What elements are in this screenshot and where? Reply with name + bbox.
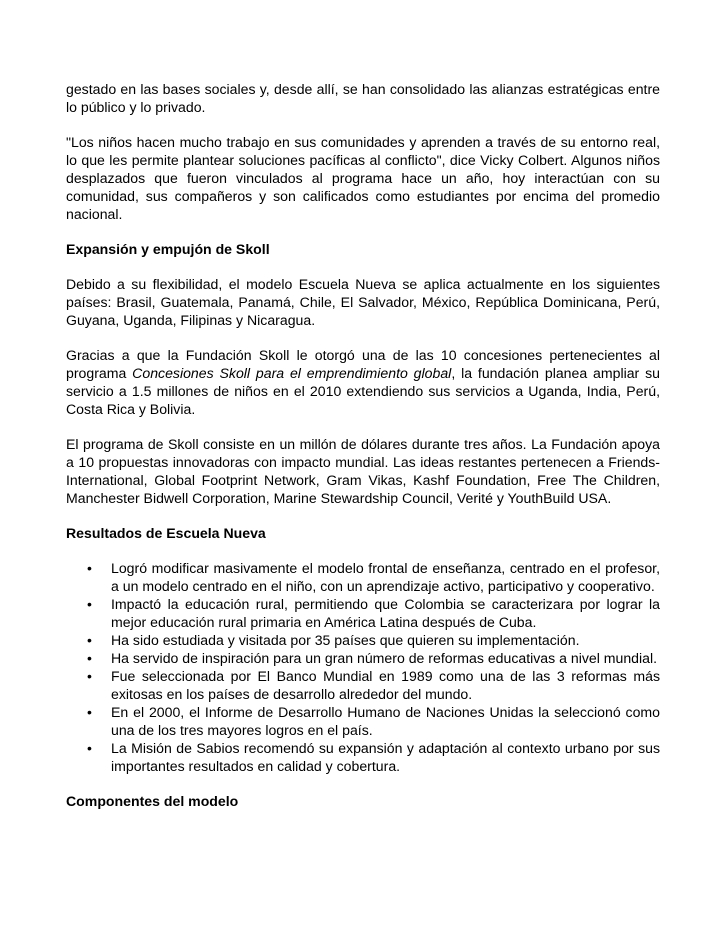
paragraph-alianzas: gestado en las bases sociales y, desde allí, se han consolidado las alianzas estratégicas entre lo público y lo privado.	[66, 81, 660, 115]
paragraph-paises: Debido a su flexibilidad, el modelo Escuela Nueva se aplica actualmente en los siguientes países: Brasil, Guatemala, Panamá, Chile, El Salvador, México, República Dominicana, Perú, Guyana, Uganda, Filipinas y Nicaragua.	[66, 276, 660, 328]
bullet-icon: •	[87, 632, 92, 648]
paragraph-quote-colbert: "Los niños hacen mucho trabajo en sus comunidades y aprenden a través de su entorno real, lo que les permite plantear soluciones pacíficas al conflicto", dice Vicky Colbert. Algunos niños desplazados que fueron vinculados al programa hace un año, hoy interactúan con su comunidad, sus compañeros y son calificados como estudiantes por encima del promedio nacional.	[66, 134, 660, 222]
paragraph-fundacion-skoll-part2: , la fundación planea ampliar su servicio a 1.5 millones de niños en el 2010 extendiendo sus servicios a Uganda, India, Perú, Costa Rica y Bolivia.	[66, 365, 660, 417]
bullet-icon: •	[87, 740, 92, 756]
list-item	[87, 667, 660, 703]
list-item-text: Logró modificar masivamente el modelo frontal de enseñanza, centrado en el profesor, a un modelo centrado en el niño, con un aprendizaje activo, participativo y cooperativo.	[111, 560, 660, 594]
list-item	[87, 559, 660, 595]
bullet-icon: •	[87, 596, 92, 612]
bullet-icon: •	[87, 668, 92, 684]
list-item-text: La Misión de Sabios recomendó su expansión y adaptación al contexto urbano por sus importantes resultados en calidad y cobertura.	[111, 740, 660, 774]
paragraph-programa-skoll: El programa de Skoll consiste en un millón de dólares durante tres años. La Fundación apoya a 10 propuestas innovadoras con impacto mundial. Las ideas restantes pertenecen a Friends-International, Global Footprint Network, Gram Vikas, Kashf Foundation, Free The Children, Manchester Bidwell Corporation, Marine Stewardship Council, Verité y YouthBuild USA.	[66, 436, 660, 506]
list-item-text: Ha servido de inspiración para un gran número de reformas educativas a nivel mundial.	[111, 650, 658, 666]
bullet-icon: •	[87, 650, 92, 666]
program-name-italic: Concesiones Skoll para el emprendimiento global	[132, 365, 452, 381]
paragraph-fundacion-skoll-part1: Gracias a que la Fundación Skoll le otorgó una de las 10 concesiones pertenecientes al programa	[66, 347, 660, 381]
bullet-icon: •	[87, 560, 92, 576]
results-list	[66, 559, 660, 775]
paragraph-fundacion-skoll	[66, 346, 660, 418]
list-item	[87, 703, 660, 739]
bullet-icon: •	[87, 704, 92, 720]
list-item-text: Fue seleccionada por El Banco Mundial en 1989 como una de las 3 reformas más exitosas en los países de desarrollo alrededor del mundo.	[111, 668, 660, 702]
list-item	[87, 595, 660, 631]
list-item	[87, 649, 660, 667]
list-item-text: Impactó la educación rural, permitiendo que Colombia se caracterizara por lograr la mejor educación rural primaria en América Latina después de Cuba.	[111, 596, 660, 630]
list-item-text: Ha sido estudiada y visitada por 35 países que quieren su implementación.	[111, 632, 580, 648]
list-item	[87, 739, 660, 775]
list-item-text: En el 2000, el Informe de Desarrollo Humano de Naciones Unidas la seleccionó como una de los tres mayores logros en el país.	[111, 704, 660, 738]
heading-componentes: Componentes del modelo	[66, 793, 239, 809]
document-page	[66, 80, 660, 827]
heading-expansion-skoll: Expansión y empujón de Skoll	[66, 241, 270, 257]
heading-resultados: Resultados de Escuela Nueva	[66, 525, 266, 541]
list-item	[87, 631, 660, 649]
